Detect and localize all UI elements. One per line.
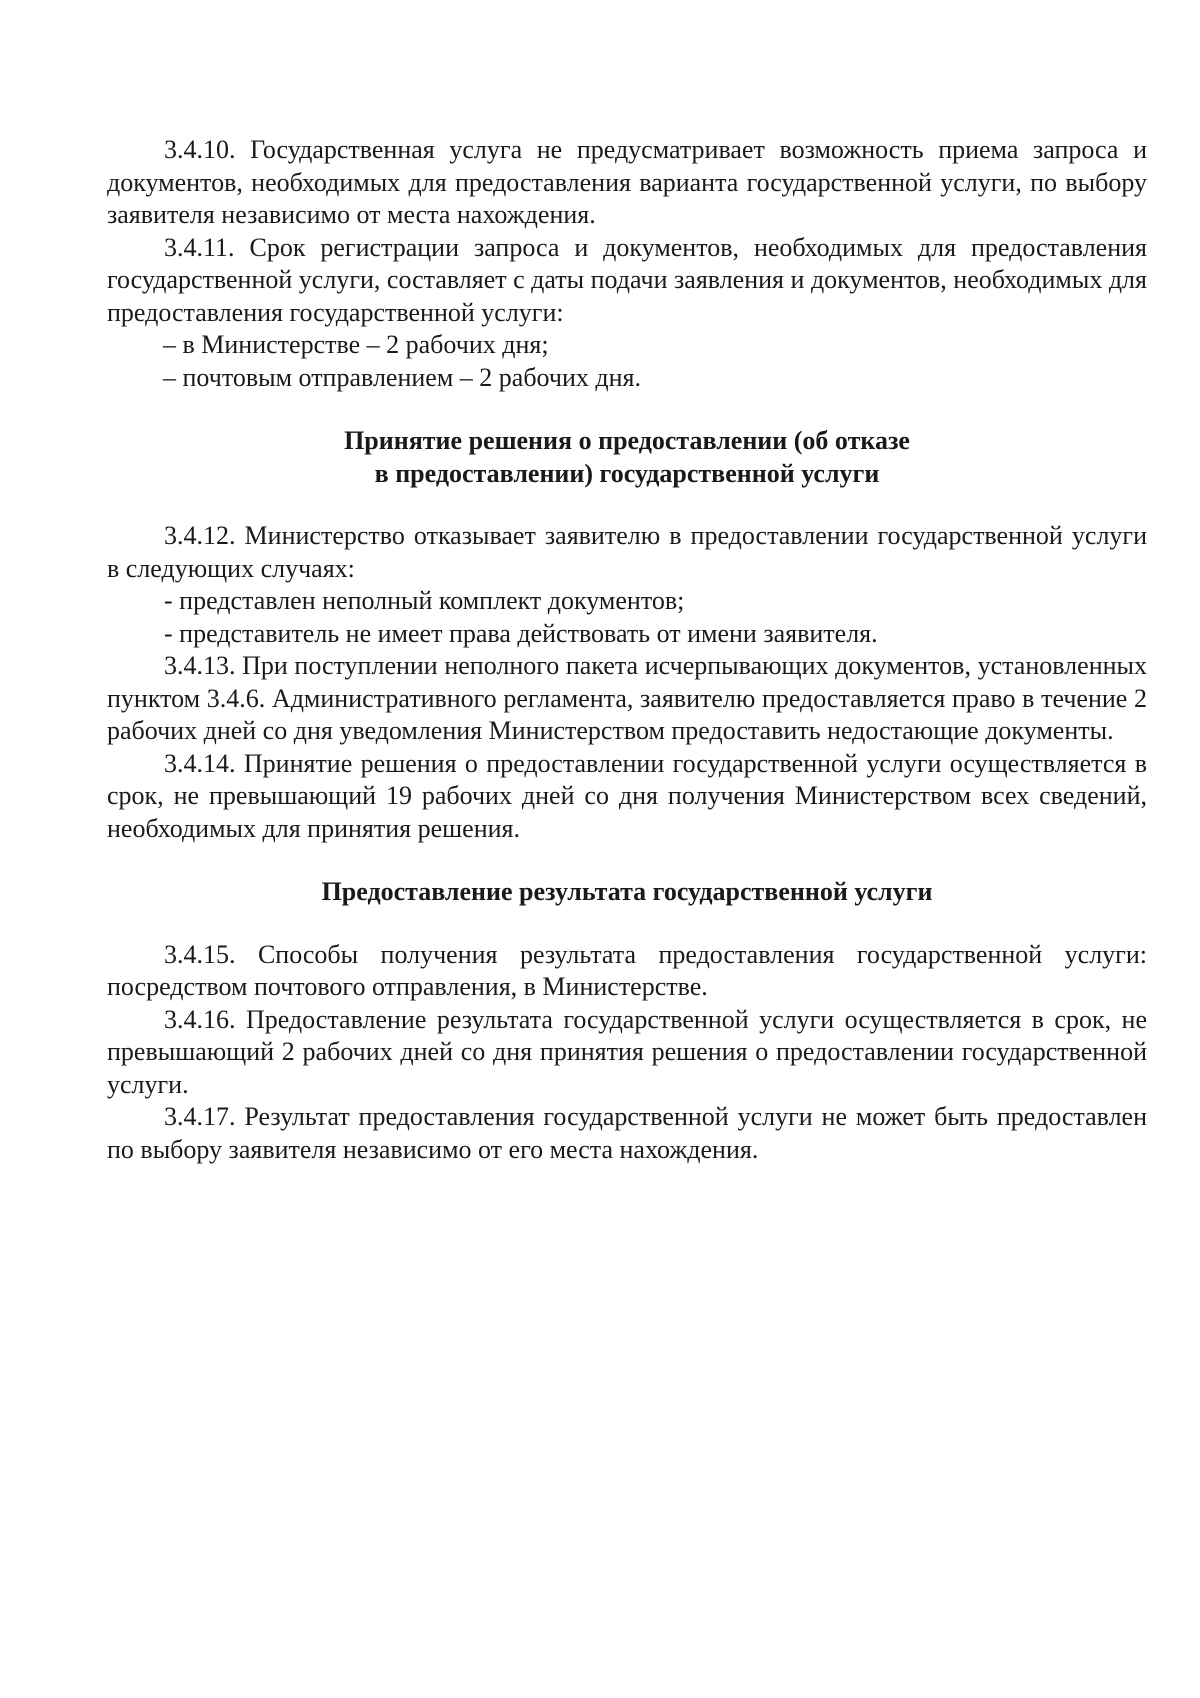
paragraph-3-4-15: 3.4.15. Способы получения результата предоставления государственной услуги: посредством почтового отправления, в Министерстве. xyxy=(107,939,1147,1001)
paragraph-3-4-13: 3.4.13. При поступлении неполного пакета исчерпывающих документов, установленных пунктом 3.4.6. Административного регламента, заявителю предоставляется право в течение 2 рабочих дней со дня уведомления Министерством предоставить недостающие документы. xyxy=(107,651,1147,745)
section-heading-result: Предоставление результата государственной услуги xyxy=(321,877,933,906)
list-item: – в Министерстве – 2 рабочих дня; xyxy=(163,330,549,359)
paragraph-3-4-10: 3.4.10. Государственная услуга не предусматривает возможность приема запроса и документов, необходимых для предоставления варианта государственной услуги, по выбору заявителя независимо от места нахождения. xyxy=(107,135,1147,229)
paragraph-3-4-17: 3.4.17. Результат предоставления государственной услуги не может быть предоставлен по выбору заявителя независимо от его места нахождения. xyxy=(107,1102,1147,1164)
list-item: - представитель не имеет права действовать от имени заявителя. xyxy=(164,618,878,648)
section-heading-decision-line1: Принятие решения о предоставлении (об отказе xyxy=(344,426,910,455)
paragraph-3-4-16: 3.4.16. Предоставление результата государственной услуги осуществляется в срок, не превышающий 2 рабочих дней со дня принятия решения о предоставлении государственной услуги. xyxy=(107,1004,1147,1099)
spacer xyxy=(107,845,1147,876)
paragraph-3-4-12: 3.4.12. Министерство отказывает заявителю в предоставлении государственной услуги в следующих случаях: xyxy=(107,521,1147,583)
list-item: - представлен неполный комплект документов; xyxy=(164,586,685,615)
paragraph-3-4-11: 3.4.11. Срок регистрации запроса и документов, необходимых для предоставления государственной услуги, составляет с даты подачи заявления и документов, необходимых для предоставления государственной услуги: xyxy=(107,232,1147,327)
list-item: – почтовым отправлением – 2 рабочих дня. xyxy=(163,362,641,392)
spacer xyxy=(107,394,1147,425)
spacer xyxy=(107,490,1147,520)
document-body xyxy=(107,134,1147,1166)
section-heading-decision-line2: в предоставлении) государственной услуги xyxy=(374,458,880,488)
spacer xyxy=(107,909,1147,939)
paragraph-3-4-14: 3.4.14. Принятие решения о предоставлении государственной услуги осуществляется в срок, не превышающий 19 рабочих дней со дня получения Министерством всех сведений, необходимых для принятия решения. xyxy=(107,748,1147,843)
